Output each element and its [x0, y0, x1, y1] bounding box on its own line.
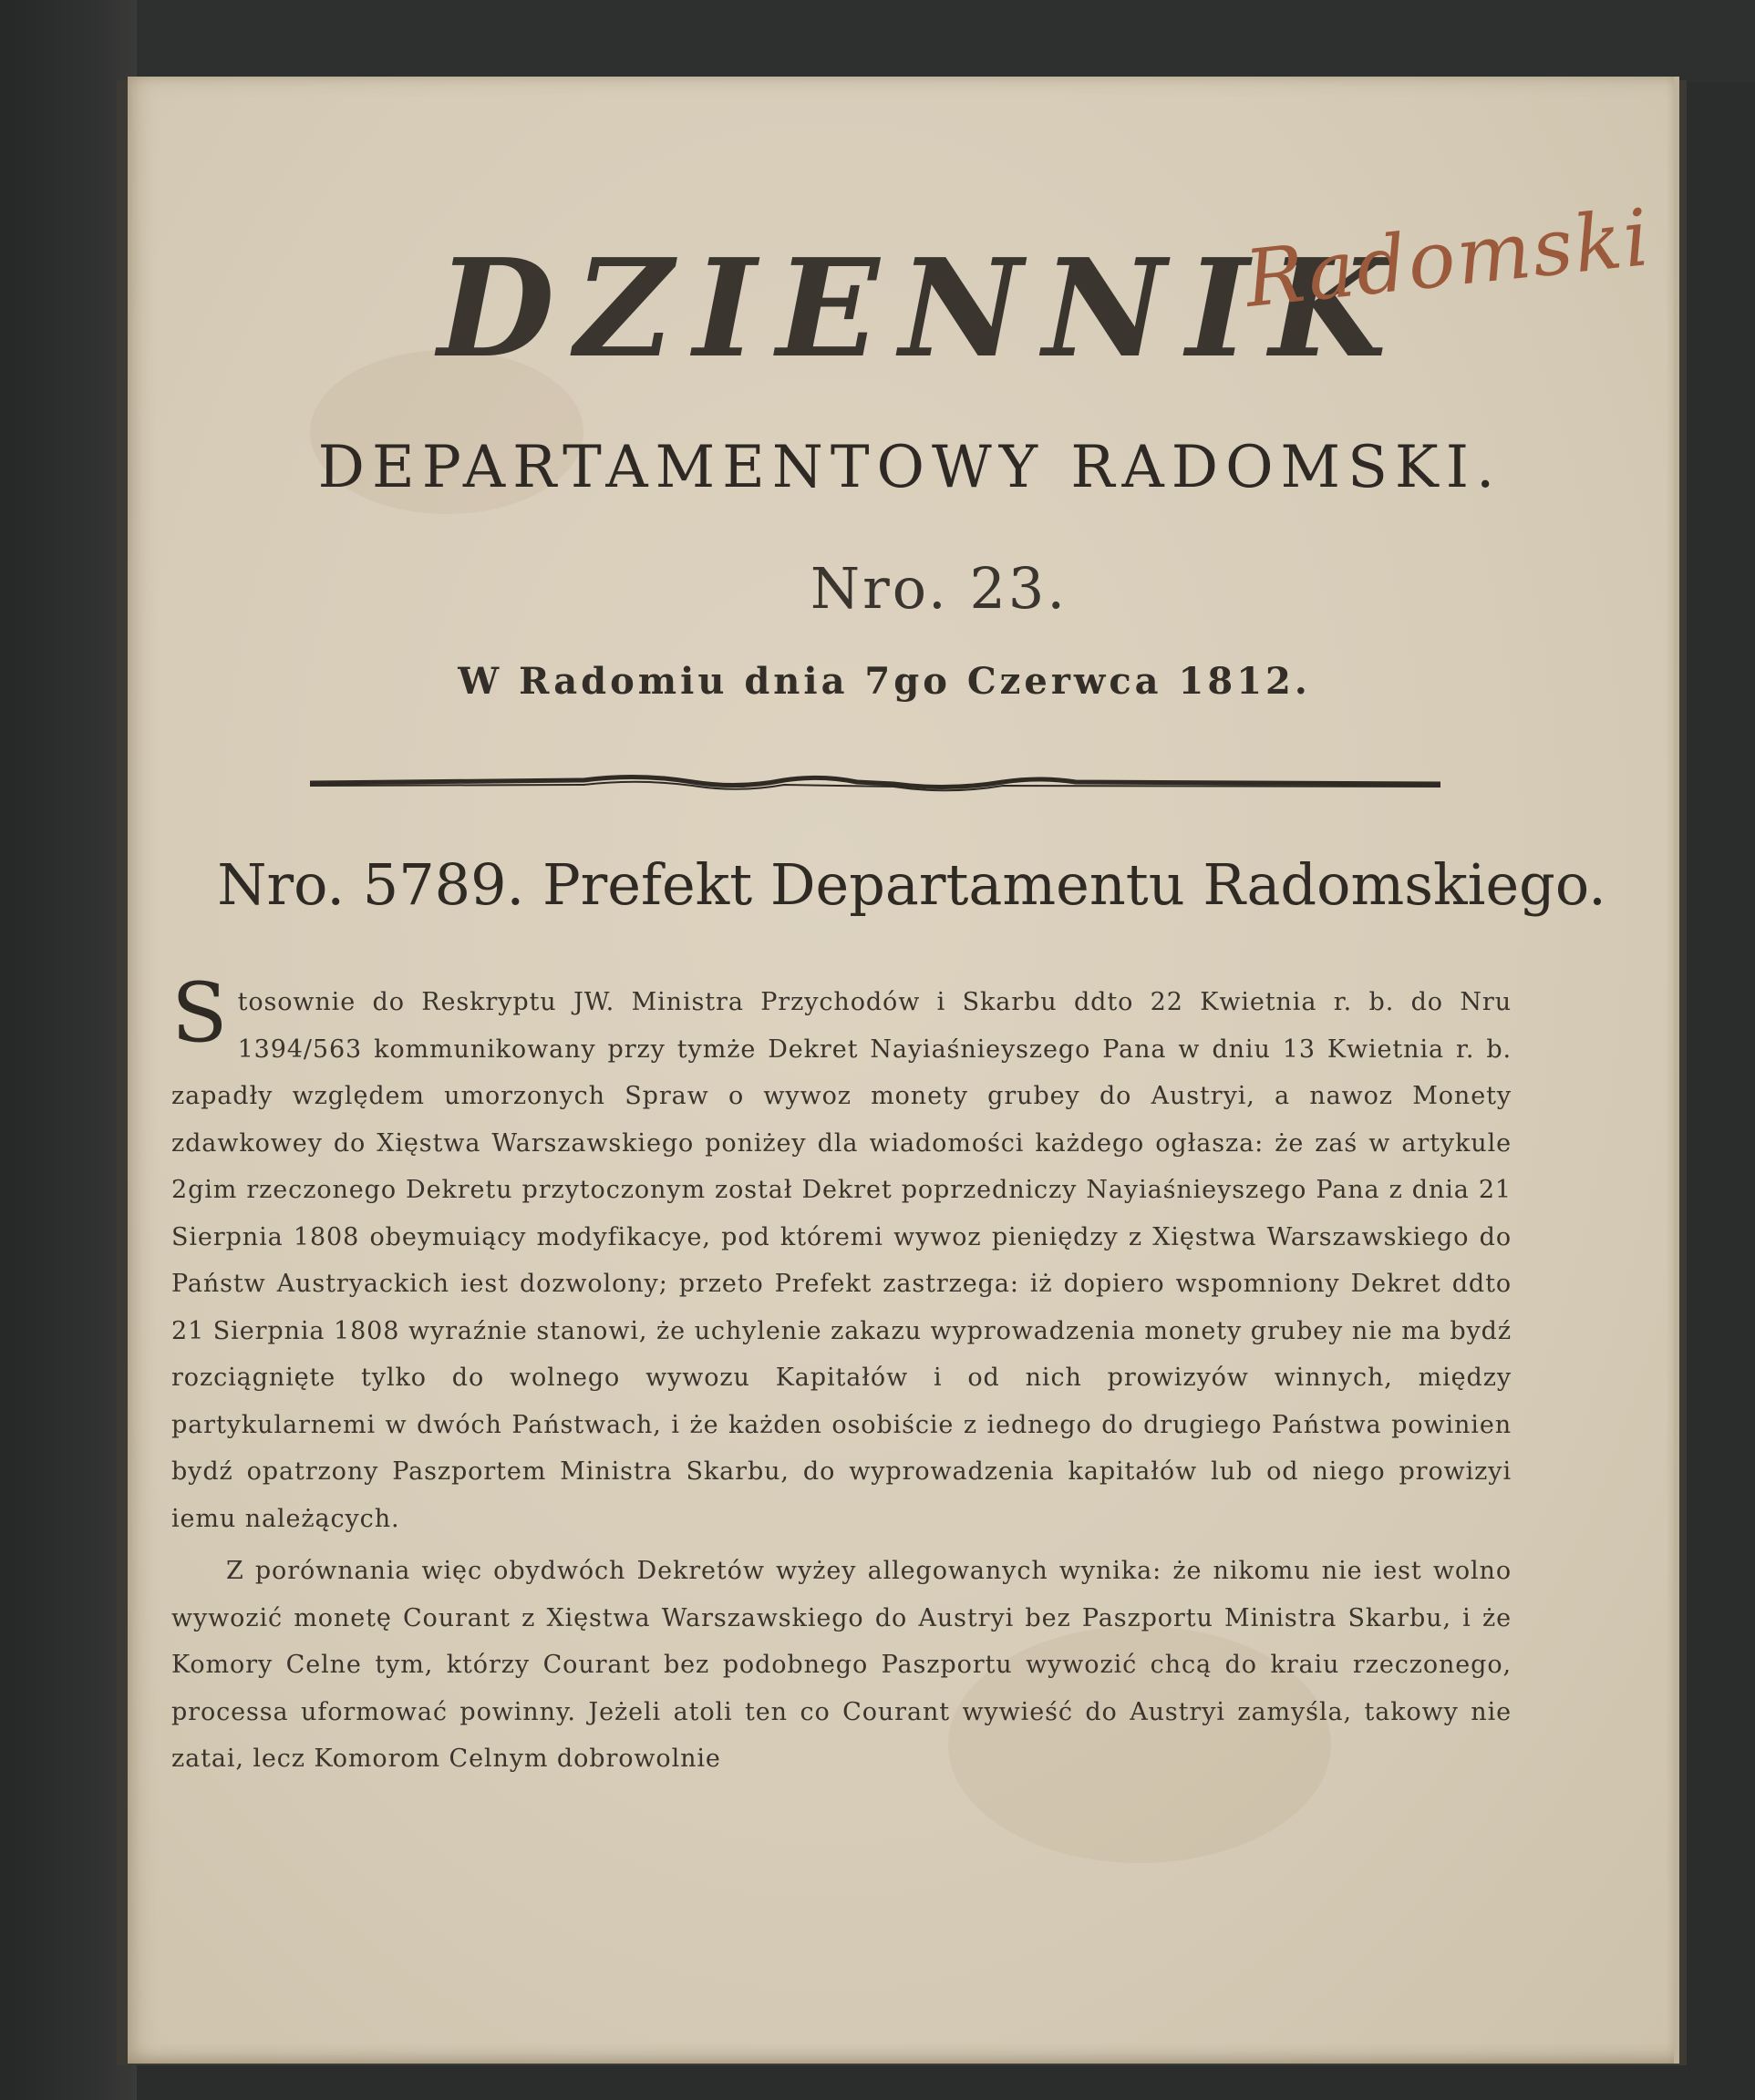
- paragraph-2: Z porównania więc obydwóch Dekretów wyżey allegowanych wynika: że nikomu nie iest wolno wywozić monetę Courant z Xięstwa Warszawskiego do Austryi bez Paszportu Ministra Skarbu, i że Komory Celne tym, którzy Courant bez podobnego Paszportu wywozić chcą do kraiu rzeczonego, processa uformować powinny. Jeżeli atoli ten co Courant wywieść do Austryi zamyśla, takowy nie zatai, lecz Komorom Celnym dobrowolnie: [171, 1557, 1512, 1773]
- article-heading: Nro. 5789. Prefekt Departamentu Radomskiego.: [217, 851, 1606, 918]
- article-body: [171, 965, 1512, 1783]
- scan-background-top: [0, 0, 1755, 82]
- masthead-subtitle: DEPARTAMENTOWY RADOMSKI.: [317, 434, 1502, 501]
- masthead-title: DZIENNIK: [438, 229, 1407, 387]
- drop-cap: S: [171, 965, 229, 1061]
- page-edge: [1674, 77, 1679, 2064]
- issue-number: Nro. 23.: [810, 555, 1068, 622]
- paragraph-1-text: tosownie do Reskryptu JW. Ministra Przychodów i Skarbu ddto 22 Kwietnia r. b. do Nru 1394/563 kommunikowany przy tymże Dekret Nayiaśnieyszego Pana w dniu 13 Kwietnia r. b. zapadły względem umorzonych Spraw o wywoz monety grubey do Austryi, a nawoz Monety zdawkowey do Xięstwa Warszawskiego poniżey dla wiadomości każdego ogłasza: że zaś w artykule 2gim rzeczonego Dekretu przytoczonym został Dekret poprzedniczy Nayiaśnieyszego Pana z dnia 21 Sierpnia 1808 obeymuiący modyfikacye, pod któremi wywoz pieniędzy z Xięstwa Warszawskiego do Państw Austryackich iest dozwolony; przeto Prefekt zastrzega: iż dopiero wspomniony Dekret ddto 21 Sierpnia 1808 wyraźnie stanowi, że uchylenie zakazu wyprowadzenia monety grubey nie ma bydź rozciągnięte tylko do wolnego wywozu Kapitałów i od nich prowizyów winnych, między partykularnemi w dwóch Państwach, i że każden osobiście z iednego do drugiego Państwa powinien bydź opatrzony Paszportem Ministra Skarbu, do wyprowadzenia kapitałów lub od niego prowizyi iemu należących.: [171, 988, 1512, 1533]
- paragraph-1: [171, 965, 1512, 1542]
- ornamental-rule: [310, 769, 1440, 797]
- dateline: W Radomiu dnia 7go Czerwca 1812.: [458, 660, 1311, 703]
- handwritten-annotation: Radomski: [1240, 191, 1656, 326]
- document-page: [128, 77, 1679, 2064]
